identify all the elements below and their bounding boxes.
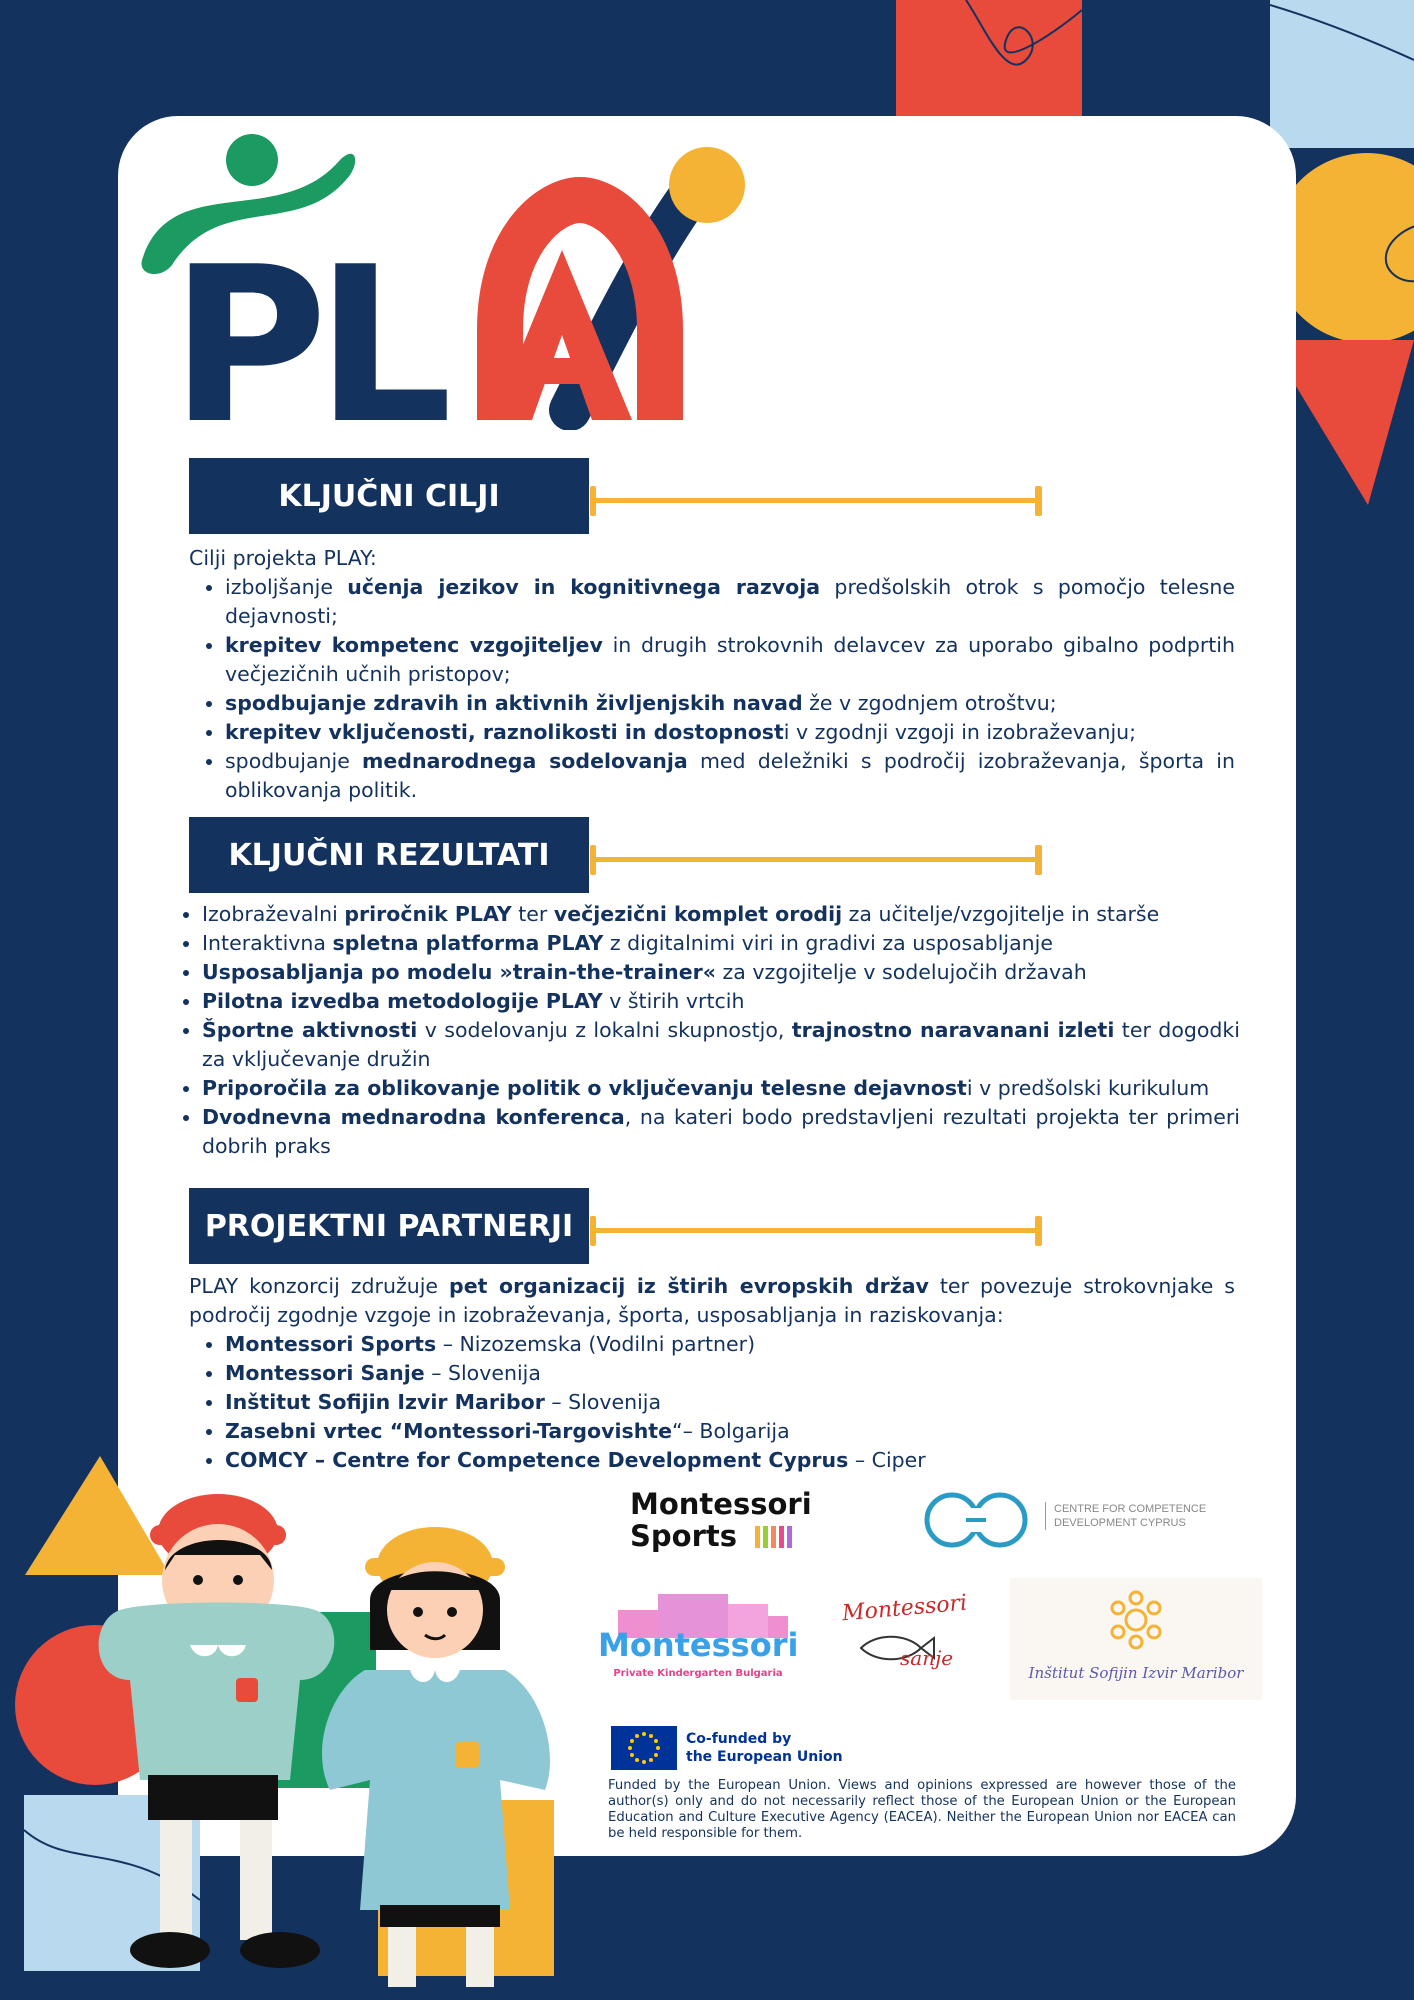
- sun-icon: [1096, 1586, 1176, 1656]
- eu-flag-icon: [611, 1726, 677, 1770]
- cfcd-emblem-icon: [920, 1490, 1040, 1550]
- goals-heading: KLJUČNI CILJI: [189, 458, 589, 534]
- goal-item: • spodbujanje mednarodnega sodelovanja med deležniki s področij izobraževanja, športa in oblikovanja politik.: [225, 747, 1235, 805]
- goal-item: • krepitev kompetenc vzgojiteljev in drugih strokovnih delavcev za uporabo gibalno podprtih večjezičnih učnih pristopov;: [225, 631, 1235, 689]
- cfcd-logo: CENTRE FOR COMPETENCE DEVELOPMENT CYPRUS: [920, 1490, 1210, 1550]
- result-item: • Pilotna izvedba metodologije PLAY v štirih vrtcih: [202, 987, 1240, 1016]
- result-item: • Interaktivna spletna platforma PLAY z digitalnimi viri in gradivi za usposabljanje: [202, 929, 1240, 958]
- logo-text-pl: PL: [170, 220, 441, 430]
- kids-illustration: [0, 1450, 600, 2000]
- goals-intro: Cilji projekta PLAY:: [189, 546, 377, 570]
- partners-section: [189, 1272, 1235, 1475]
- results-heading-line: [590, 857, 1042, 862]
- partner-item: • Montessori Sports – Nizozemska (Vodilni partner): [225, 1330, 1235, 1359]
- result-item: • Dvodnevna mednarodna konferenca, na kateri bodo predstavljeni rezultati projekta ter primeri dobrih praks: [202, 1103, 1240, 1161]
- results-heading: KLJUČNI REZULTATI: [189, 817, 589, 893]
- montessori-sanje-logo: Montessori sanje: [841, 1590, 969, 1670]
- results-list: [166, 900, 1240, 1161]
- partners-intro: PLAY konzorcij združuje pet organizacij iz štirih evropskih držav ter povezuje strokovnjake s področij zgodnje vzgoje in izobraževanja, športa, usposabljanja in raziskovanja:: [189, 1274, 1235, 1327]
- goal-item: • spodbujanje zdravih in aktivnih življenjskih navad že v zgodnjem otroštvu;: [225, 689, 1235, 718]
- goal-item: • izboljšanje učenja jezikov in kognitivnega razvoja predšolskih otrok s pomočjo telesne dejavnosti;: [225, 573, 1235, 631]
- partner-item: • Zasebni vrtec “Montessori-Targovishte“– Bolgarija: [225, 1417, 1235, 1446]
- results-section: [166, 900, 1240, 1161]
- result-item: • Izobraževalni priročnik PLAY ter večjezični komplet orodij za učitelje/vzgojitelje in starše: [202, 900, 1240, 929]
- result-item: • Priporočila za oblikovanje politik o vključevanju telesne dejavnosti v predšolski kurikulum: [202, 1074, 1240, 1103]
- montessori-sports-logo: Montessori Sports: [630, 1487, 812, 1553]
- partner-item: • Inštitut Sofijin Izvir Maribor – Slovenija: [225, 1388, 1235, 1417]
- goals-list: [189, 573, 1235, 805]
- color-bars-icon: [755, 1522, 792, 1554]
- partners-heading-line: [590, 1228, 1042, 1233]
- partner-item: • Montessori Sanje – Slovenija: [225, 1359, 1235, 1388]
- lightblue-square-shape: [1270, 0, 1414, 148]
- play-logo: [130, 130, 830, 430]
- result-item: • Usposabljanja po modelu »train-the-trainer« za vzgojitelje v sodelujočih državah: [202, 958, 1240, 987]
- result-item: • Športne aktivnosti v sodelovanju z lokalni skupnostjo, trajnostno naravanani izleti ter dogodki za vključevanje družin: [202, 1016, 1240, 1074]
- eu-funding-logo: Co-funded by the European Union: [611, 1726, 871, 1772]
- eu-disclaimer: Funded by the European Union. Views and opinions expressed are however those of the author(s) only and do not necessarily reflect those of the European Union or the European Education and Culture Executive Agency (EACEA). Neither the European Union nor EACEA can be held responsible for them.: [608, 1778, 1236, 1841]
- montessori-bulgaria-logo: Montessori Private Kindergarten Bulgaria: [598, 1590, 798, 1690]
- goals-section: [189, 544, 1235, 805]
- partners-heading: PROJEKTNI PARTNERJI: [189, 1188, 589, 1264]
- goal-item: • krepitev vključenosti, raznolikosti in dostopnosti v zgodnji vzgoji in izobraževanju;: [225, 718, 1235, 747]
- institut-sofijin-izvir-logo: Inštitut Sofijin Izvir Maribor: [1010, 1578, 1262, 1700]
- partner-item: • COMCY – Centre for Competence Development Cyprus – Ciper: [225, 1446, 1235, 1475]
- goals-heading-line: [590, 498, 1042, 503]
